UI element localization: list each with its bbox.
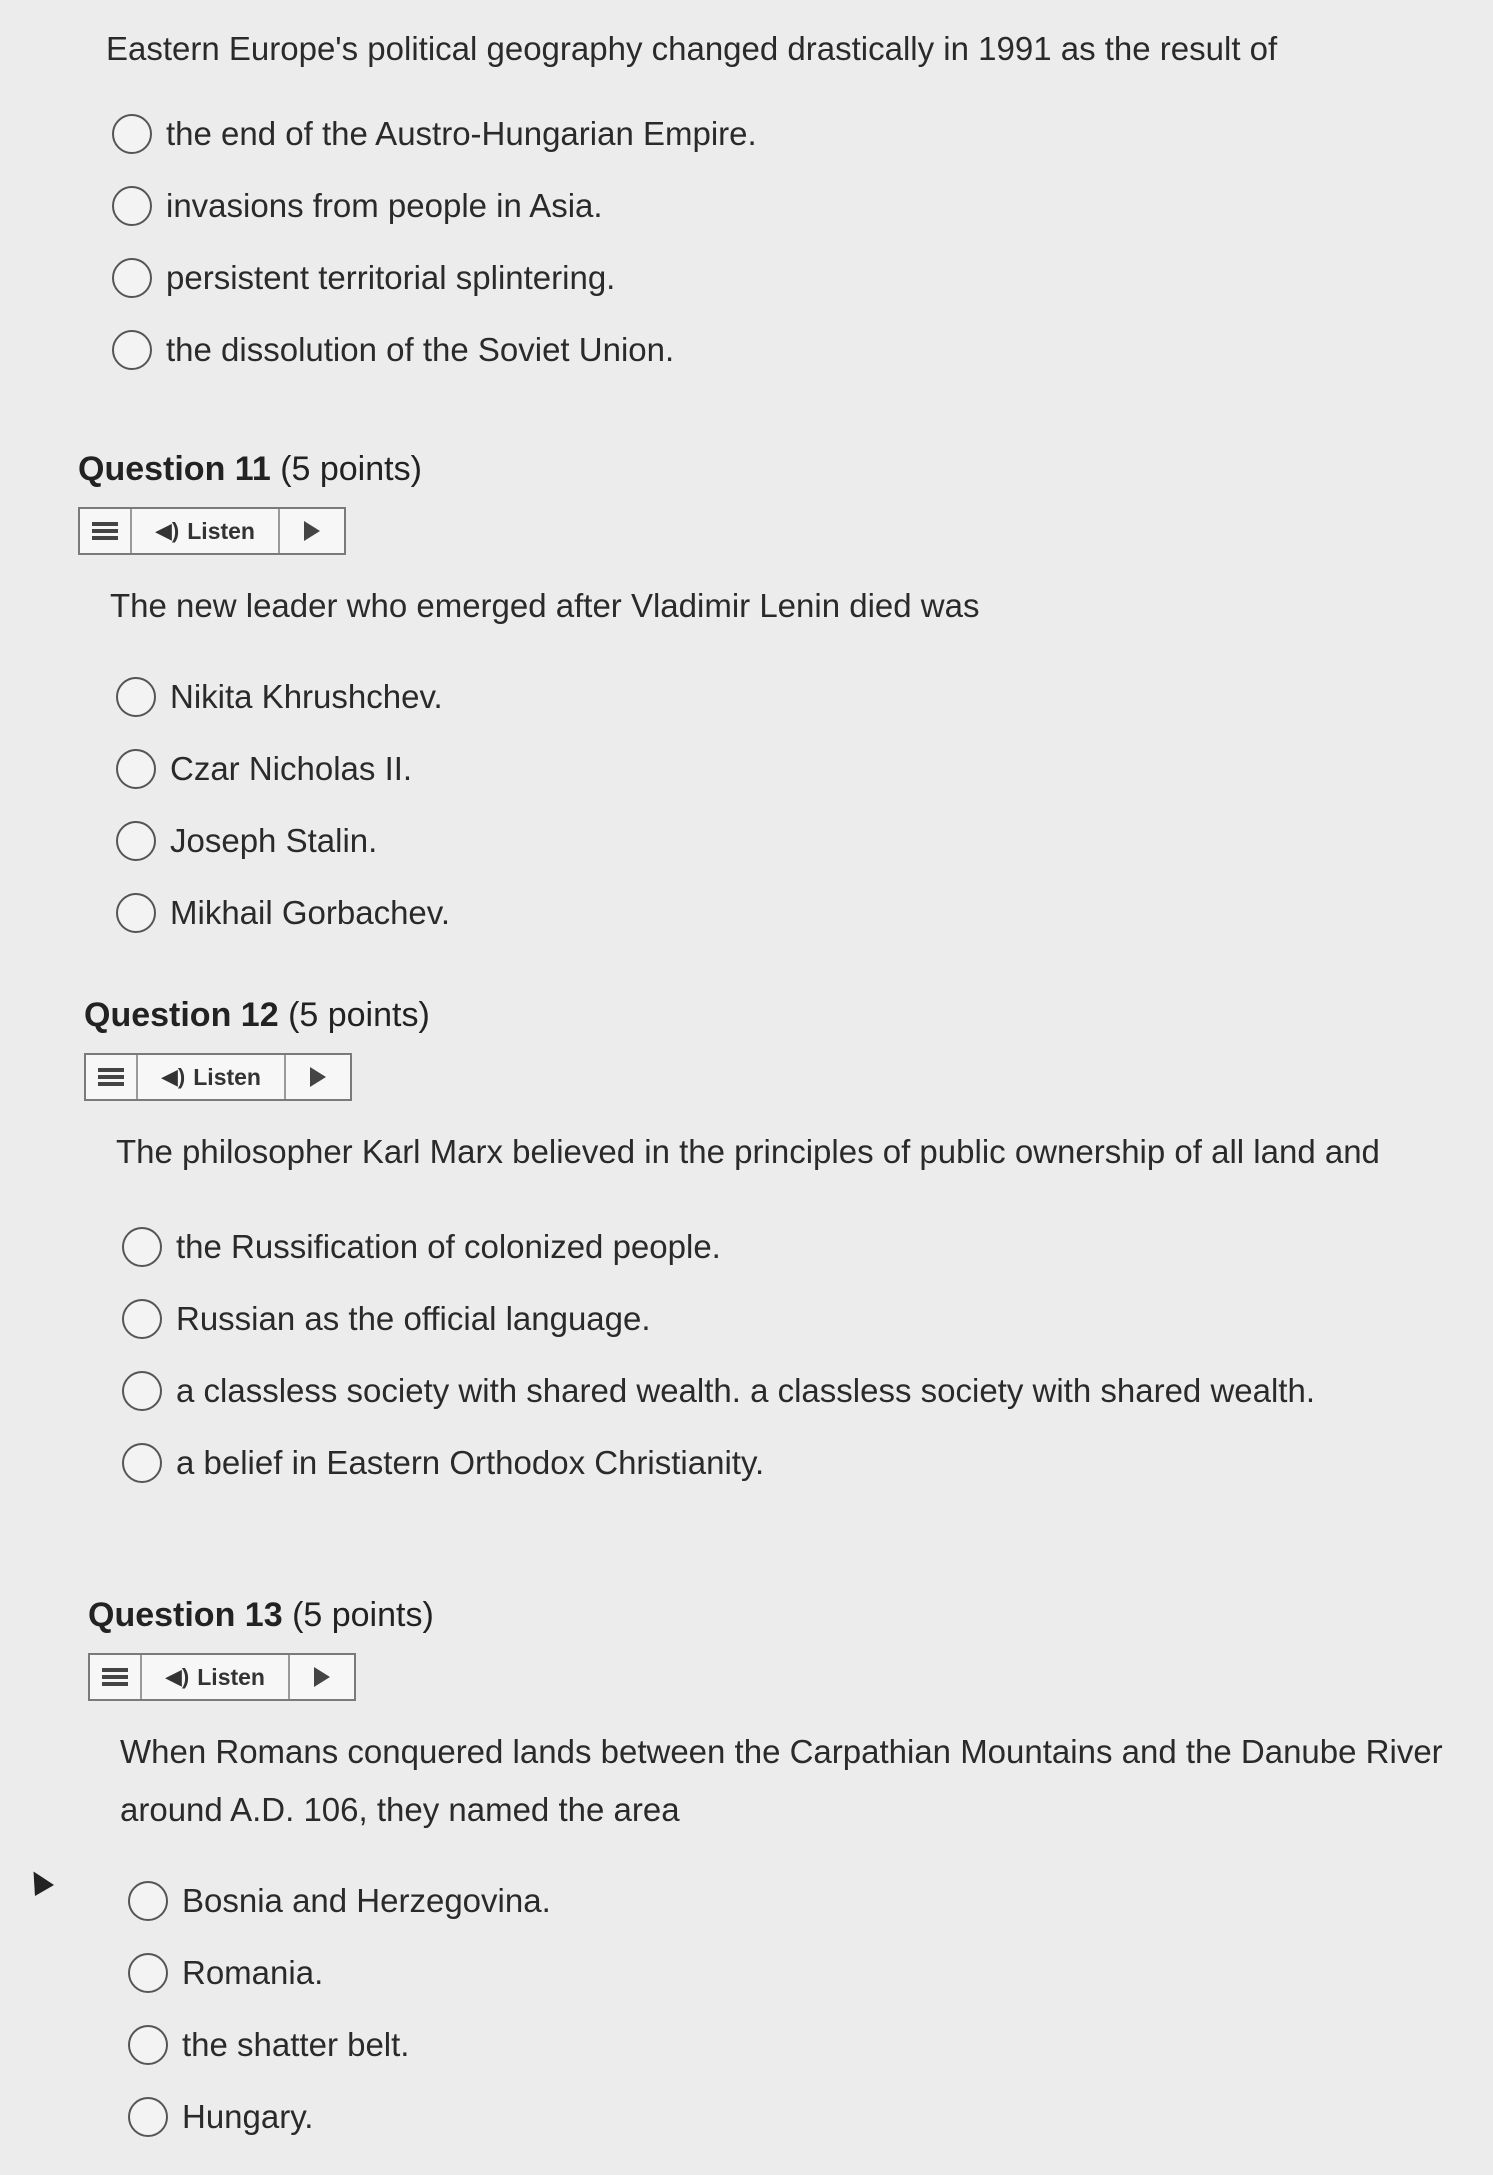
radio-button[interactable]: [116, 677, 156, 717]
radio-button[interactable]: [116, 749, 156, 789]
choice-label: Bosnia and Herzegovina.: [182, 1882, 551, 1919]
choice-label: Russian as the official language.: [176, 1300, 651, 1337]
question-13-choice-4[interactable]: [128, 2081, 1460, 2153]
question-11-heading: [78, 450, 979, 489]
listen-toolbar: [84, 1053, 352, 1101]
question-13-prompt: When Romans conquered lands between the Carpathian Mountains and the Danube River around A.D. 106, they named the area: [120, 1733, 1443, 1828]
question-12-choice-2[interactable]: [122, 1283, 1380, 1355]
question-number: Question 11: [78, 450, 271, 488]
menu-icon: [102, 1668, 128, 1686]
question-10: [106, 20, 1277, 386]
choice-label: Nikita Khrushchev.: [170, 678, 443, 715]
radio-button[interactable]: [116, 893, 156, 933]
radio-button[interactable]: [116, 821, 156, 861]
choice-label: a classless society with shared wealth. a classless society with shared wealth.: [176, 1372, 1315, 1409]
choice-label: Joseph Stalin.: [170, 822, 378, 859]
choice-label: a belief in Eastern Orthodox Christianity.: [176, 1444, 765, 1481]
question-12-choice-4[interactable]: [122, 1427, 1380, 1499]
play-icon: [314, 1667, 330, 1687]
listen-label: Listen: [193, 1063, 261, 1090]
radio-button[interactable]: [122, 1227, 162, 1267]
choice-label: Romania.: [182, 1954, 324, 1991]
radio-button[interactable]: [128, 2097, 168, 2137]
listen-label: Listen: [187, 517, 255, 544]
listen-menu-button[interactable]: [86, 1055, 138, 1099]
radio-button[interactable]: [112, 330, 152, 370]
radio-button[interactable]: [128, 1881, 168, 1921]
choice-label: Hungary.: [182, 2098, 314, 2135]
question-10-choice-4[interactable]: [112, 314, 1277, 386]
play-button[interactable]: [290, 1655, 354, 1699]
question-12-choice-3[interactable]: [122, 1355, 1380, 1427]
play-icon: [310, 1067, 326, 1087]
radio-button[interactable]: [128, 1953, 168, 1993]
question-11-choice-3[interactable]: [116, 805, 979, 877]
question-13-choice-3[interactable]: [128, 2009, 1460, 2081]
question-12-heading: [84, 996, 1380, 1035]
listen-toolbar: [88, 1653, 356, 1701]
play-button[interactable]: [286, 1055, 350, 1099]
question-12-choice-1[interactable]: [122, 1211, 1380, 1283]
question-12-choices: [122, 1211, 1380, 1499]
listen-menu-button[interactable]: [90, 1655, 142, 1699]
question-points: (5 points): [280, 450, 422, 488]
play-icon: [304, 521, 320, 541]
question-11-choices: [116, 661, 979, 949]
choice-label: Mikhail Gorbachev.: [170, 894, 451, 931]
question-13-choice-1[interactable]: [128, 1865, 1460, 1937]
radio-button[interactable]: [122, 1299, 162, 1339]
speaker-icon: ◀): [161, 1064, 186, 1089]
question-11-prompt: The new leader who emerged after Vladimir Lenin died was: [110, 587, 980, 624]
choice-label: the Russification of colonized people.: [176, 1228, 721, 1265]
question-10-prompt: Eastern Europe's political geography changed drastically in 1991 as the result of: [106, 30, 1278, 67]
question-number: Question 13: [88, 1596, 283, 1634]
question-13-heading: [88, 1596, 1460, 1635]
speaker-icon: ◀): [165, 1664, 190, 1689]
question-points: (5 points): [292, 1596, 434, 1634]
menu-icon: [92, 522, 118, 540]
question-13-choices: [128, 1865, 1460, 2153]
question-13: [88, 1596, 1460, 2153]
listen-toolbar: [78, 507, 346, 555]
question-points: (5 points): [288, 996, 430, 1034]
question-11-choice-2[interactable]: [116, 733, 979, 805]
choice-label: Czar Nicholas II.: [170, 750, 413, 787]
listen-button[interactable]: [132, 509, 280, 553]
question-12-prompt: The philosopher Karl Marx believed in the principles of public ownership of all land and: [116, 1133, 1380, 1170]
question-11-choice-1[interactable]: [116, 661, 979, 733]
question-13-choice-2[interactable]: [128, 1937, 1460, 2009]
choice-label: the shatter belt.: [182, 2026, 410, 2063]
mouse-cursor-icon: [24, 1866, 54, 1896]
choice-label: invasions from people in Asia.: [166, 187, 603, 224]
question-10-choice-1[interactable]: [112, 98, 1277, 170]
question-10-choice-3[interactable]: [112, 242, 1277, 314]
question-11: [78, 450, 979, 949]
listen-label: Listen: [197, 1663, 265, 1690]
speaker-icon: ◀): [155, 518, 180, 543]
radio-button[interactable]: [122, 1371, 162, 1411]
radio-button[interactable]: [122, 1443, 162, 1483]
radio-button[interactable]: [112, 186, 152, 226]
listen-menu-button[interactable]: [80, 509, 132, 553]
listen-button[interactable]: [138, 1055, 286, 1099]
play-button[interactable]: [280, 509, 344, 553]
choice-label: persistent territorial splintering.: [166, 259, 616, 296]
listen-button[interactable]: [142, 1655, 290, 1699]
question-number: Question 12: [84, 996, 279, 1034]
radio-button[interactable]: [128, 2025, 168, 2065]
choice-label: the end of the Austro-Hungarian Empire.: [166, 115, 757, 152]
question-11-choice-4[interactable]: [116, 877, 979, 949]
question-12: [84, 996, 1380, 1499]
choice-label: the dissolution of the Soviet Union.: [166, 331, 675, 368]
question-10-choices: [112, 98, 1277, 386]
radio-button[interactable]: [112, 258, 152, 298]
menu-icon: [98, 1068, 124, 1086]
radio-button[interactable]: [112, 114, 152, 154]
question-10-choice-2[interactable]: [112, 170, 1277, 242]
